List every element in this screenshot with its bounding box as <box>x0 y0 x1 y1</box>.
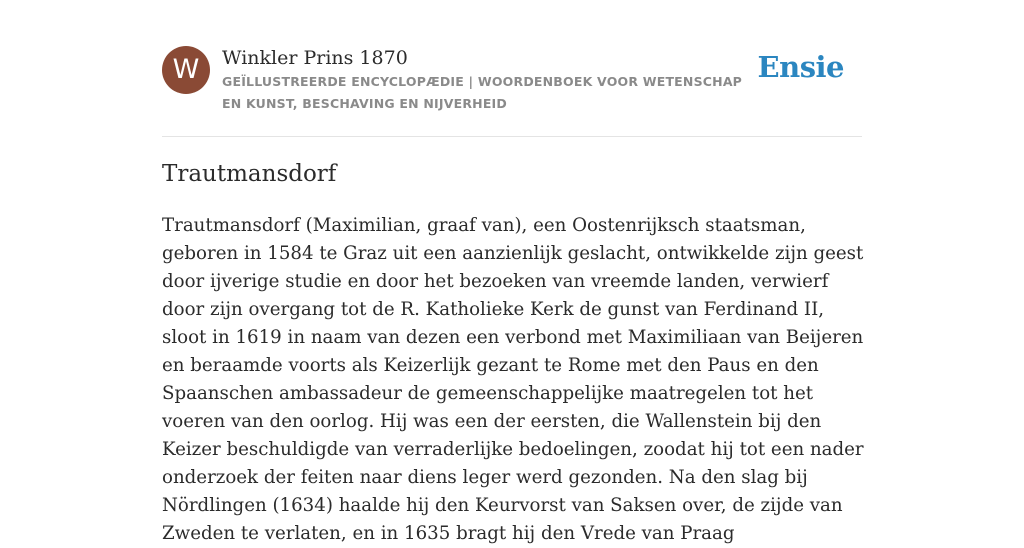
ensie-logo[interactable]: Ensie <box>757 50 844 84</box>
page-header <box>162 44 862 137</box>
article-title: Trautmansdorf <box>162 161 337 187</box>
publication-avatar[interactable]: W <box>162 46 210 94</box>
article-body: Trautmansdorf (Maximilian, graaf van), een Oostenrijksch staatsman, geboren in 1584 te Graz uit een aanzienlijk geslacht, ontwikkelde zijn geest door ijverige studie en door het bezoeken van vreemde landen, verwierf door zijn overgang tot de R. Katholieke Kerk de gunst van Ferdinand II, sloot in 1619 in naam van dezen een verbond met Maximiliaan van Beijeren en beraamde voorts als Keizerlijk gezant te Rome met den Paus en den Spaanschen ambassadeur de gemeenschappelijke maatregelen tot het voeren van den oorlog. Hij was een der eersten, die Wallenstein bij den Keizer beschuldigde van verraderlijke bedoelingen, zoodat hij tot een nader onderzoek der feiten naar diens leger werd gezonden. Na den slag bij Nördlingen (1634) haalde hij den Keurvorst van Saksen over, de zijde van Zweden te verlaten, en in 1635 bragt hij den Vrede van Praag <box>162 215 864 544</box>
publication-title[interactable]: Winkler Prins 1870 <box>222 47 408 69</box>
publication-subtitle: GEÏLLUSTREERDE ENCYCLOPÆDIE | WOORDENBOEK VOOR WETENSCHAP EN KUNST, BESCHAVING EN NIJVERHEID <box>222 74 743 111</box>
